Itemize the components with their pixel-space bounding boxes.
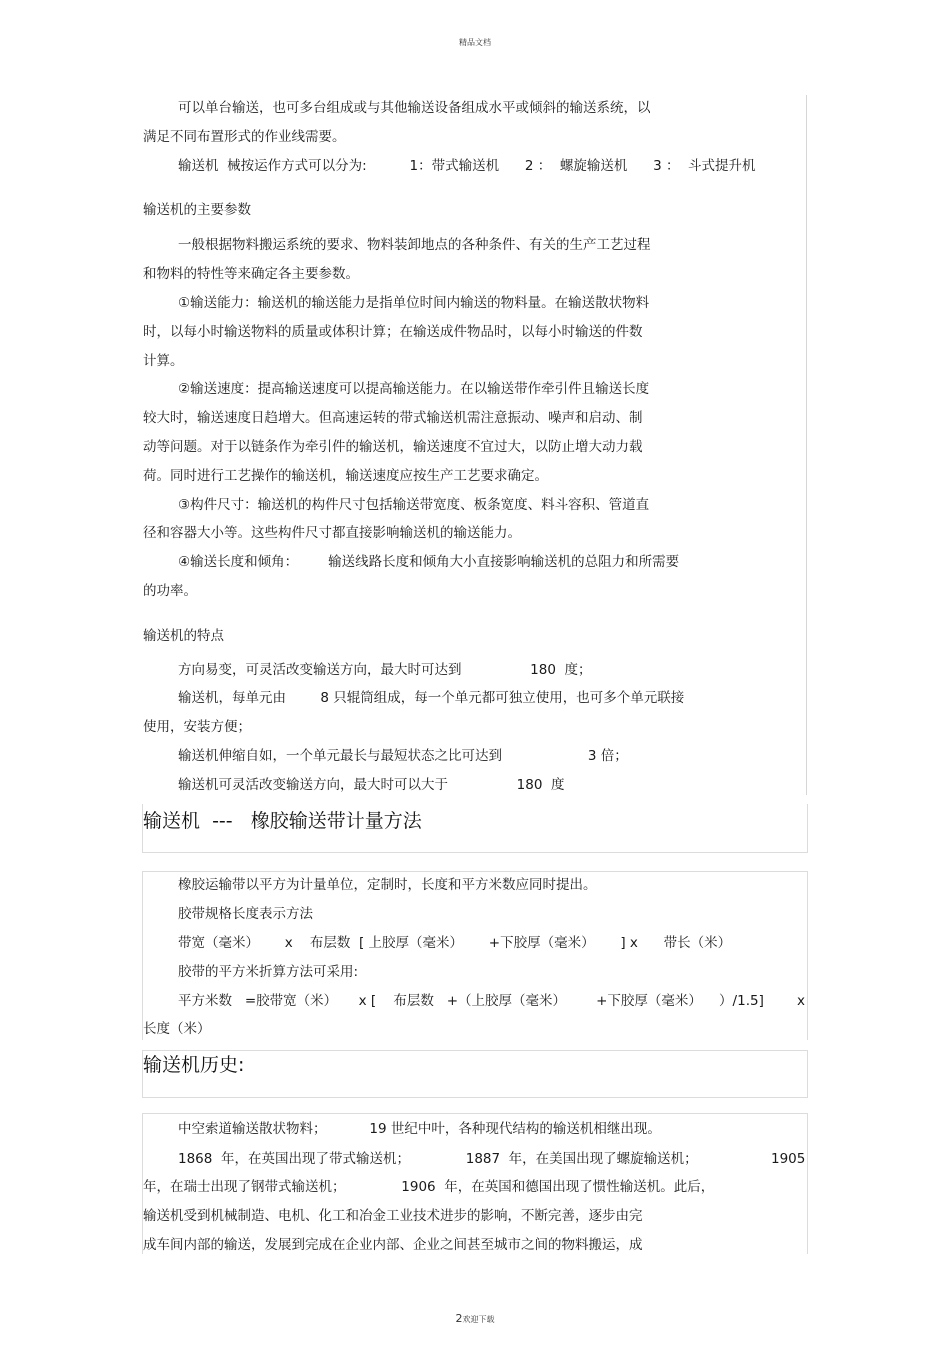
belt-line-6: 长度（米） xyxy=(143,1021,211,1037)
history-line-2: 1868 年，在英国出现了带式输送机； 1887 年，在美国出现了螺旋输送机； xyxy=(178,1151,698,1167)
footer-text: 欢迎下载 xyxy=(462,1315,495,1324)
page-number: 2 xyxy=(455,1312,463,1325)
params-line-13: 的功率。 xyxy=(143,583,197,599)
belt-box xyxy=(142,871,808,1040)
belt-line-1: 橡胶运输带以平方为计量单位，定制时，长度和平方米数应同时提出。 xyxy=(178,877,597,893)
history-line-1: 中空索道输送散状物料； 19 世纪中叶，各种现代结构的输送机相继出现。 xyxy=(178,1121,661,1137)
params-line-12: ④输送长度和倾角： 输送线路长度和倾角大小直接影响输送机的总阻力和所需要 xyxy=(178,554,680,570)
page-footer xyxy=(0,1312,950,1325)
history-line-2-year: 1905 xyxy=(771,1151,806,1167)
belt-line-4: 胶带的平方米折算方法可采用: xyxy=(178,964,359,980)
params-line-8: 动等问题。对于以链条作为牵引件的输送机，输送速度不宜过大，以防止增大动力载 xyxy=(143,439,643,455)
params-line-1: 一般根据物料搬运系统的要求、物料装卸地点的各种条件、有关的生产工艺过程 xyxy=(178,237,651,253)
intro-line-1: 可以单台输送，也可多台组成或与其他输送设备组成水平或倾斜的输送系统，以 xyxy=(178,100,651,116)
belt-line-5-x: x xyxy=(797,993,805,1009)
params-line-2: 和物料的特性等来确定各主要参数。 xyxy=(143,266,359,282)
right-border-top xyxy=(806,95,807,795)
params-line-6: ②输送速度：提高输送速度可以提高输送能力。在以输送带作牵引件且输送长度 xyxy=(178,381,650,397)
history-line-5: 成车间内部的输送，发展到完成在企业内部、企业之间甚至城市之间的物料搬运，成 xyxy=(143,1237,643,1253)
features-line-2: 输送机，每单元由 8 只辊筒组成，每一个单元都可独立使用，也可多个单元联接 xyxy=(178,690,685,706)
features-heading: 输送机的特点 xyxy=(143,628,224,644)
belt-line-3: 带宽（毫米） x 布层数 [ 上胶厚（毫米） +下胶厚（毫米） ] x 带长（米） xyxy=(178,935,732,951)
params-line-7: 较大时，输送速度日趋增大。但高速运转的带式输送机需注意振动、噪声和启动、制 xyxy=(143,410,643,426)
history-line-4: 输送机受到机械制造、电机、化工和冶金工业技术进步的影响，不断完善，逐步由完 xyxy=(143,1208,643,1224)
params-heading: 输送机的主要参数 xyxy=(143,202,251,218)
features-line-1: 方向易变，可灵活改变输送方向，最大时可达到 180 度； xyxy=(178,662,592,678)
intro-line-3: 输送机 械按运作方式可以分为: 1：带式输送机 2 ： 螺旋输送机 3 ： 斗式提升机 xyxy=(178,158,756,174)
belt-line-2: 胶带规格长度表示方法 xyxy=(178,906,313,922)
intro-line-2: 满足不同布置形式的作业线需要。 xyxy=(143,129,346,145)
history-line-3: 年，在瑞士出现了钢带式输送机； 1906 年，在英国和德国出现了惯性输送机。此后， xyxy=(143,1179,715,1195)
params-line-11: 径和容器大小等。这些构件尺寸都直接影响输送机的输送能力。 xyxy=(143,525,521,541)
features-line-3: 使用，安装方便； xyxy=(143,719,251,735)
params-line-5: 计算。 xyxy=(143,353,184,369)
params-line-4: 时，以每小时输送物料的质量或体积计算；在输送成件物品时，以每小时输送的件数 xyxy=(143,324,643,340)
belt-line-5: 平方米数 =胶带宽（米） x [ 布层数 +（上胶厚（毫米） +下胶厚（毫米） ）/1.5] xyxy=(178,993,764,1009)
params-line-9: 荷。同时进行工艺操作的输送机，输送速度应按生产工艺要求确定。 xyxy=(143,468,548,484)
history-heading: 输送机历史: xyxy=(143,1054,245,1076)
features-line-4: 输送机伸缩自如，一个单元最长与最短状态之比可达到 3 倍； xyxy=(178,748,628,764)
params-line-3: ①输送能力：输送机的输送能力是指单位时间内输送的物料量。在输送散状物料 xyxy=(178,295,650,311)
params-line-10: ③构件尺寸：输送机的构件尺寸包括输送带宽度、板条宽度、料斗容积、管道直 xyxy=(178,497,650,513)
belt-heading: 输送机 --- 橡胶输送带计量方法 xyxy=(143,810,422,832)
features-line-5: 输送机可灵活改变输送方向，最大时可以大于 180 度 xyxy=(178,777,565,793)
page-header: 精品文档 xyxy=(459,38,491,47)
